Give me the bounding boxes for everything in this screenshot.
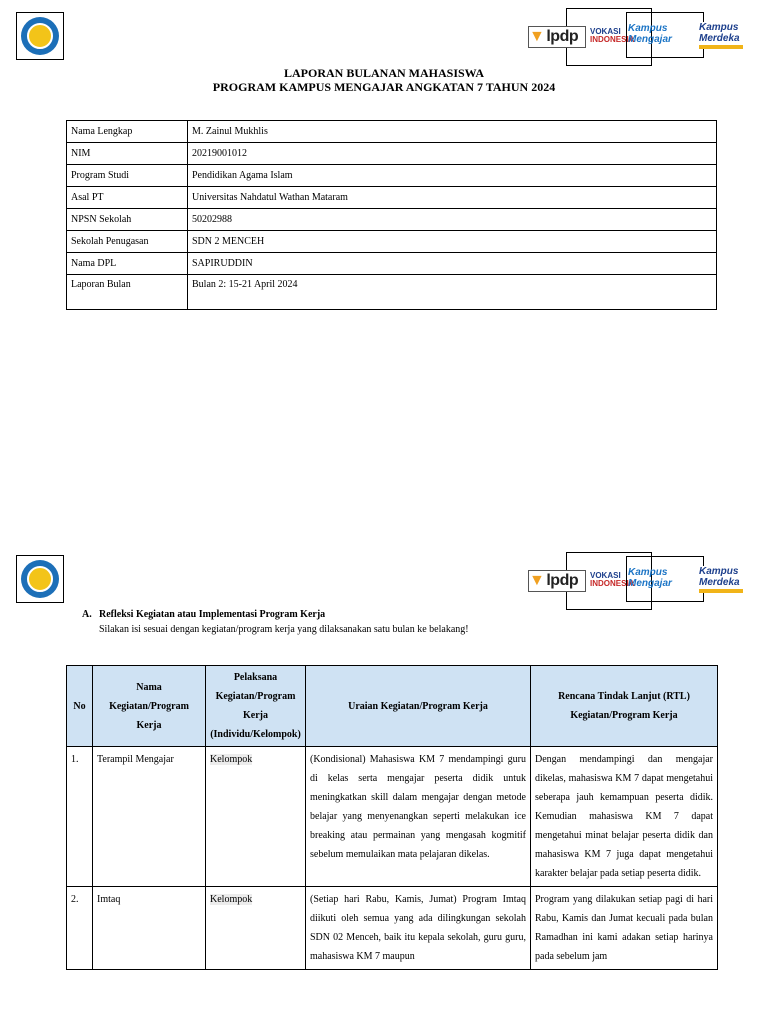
identity-value: 20219001012 xyxy=(188,143,717,165)
identity-row xyxy=(67,275,717,310)
identity-label: Laporan Bulan xyxy=(67,275,188,310)
row-number: 2. xyxy=(67,887,93,970)
activity-follow-up: Dengan mendampingi dan mengajar dikelas, mahasiswa KM 7 dapat mengetahui seberapa jauh kemampuan peserta didik. Kemudian mahasiswa KM 7 dapat mengetahui minat belajar peserta didik dan mahasiswa KM 7 juga dapat mengetahui karakter belajar pada setiap peserta didik. xyxy=(531,747,718,887)
identity-row xyxy=(67,231,717,253)
col-header-rtl: Rencana Tindak Lanjut (RTL) Kegiatan/Program Kerja xyxy=(531,666,718,747)
activity-description: (Setiap hari Rabu, Kamis, Jumat) Program Imtaq diikuti oleh semua yang ada dilingkungan sekolah SDN 02 Menceh, baik itu kepala sekolah, guru guru, mahasiswa KM 7 maupun xyxy=(306,887,531,970)
section-a-heading: A. Refleksi Kegiatan atau Implementasi Program Kerja xyxy=(82,609,326,620)
identity-row xyxy=(67,121,717,143)
identity-value: Pendidikan Agama Islam xyxy=(188,165,717,187)
identity-value: Bulan 2: 15-21 April 2024 xyxy=(188,275,717,310)
vokasi-logo: VOKASI INDONESIA xyxy=(590,27,635,44)
kampus-mengajar-logo: Kampus Mengajar xyxy=(628,23,672,45)
col-header-pelaksana: Pelaksana Kegiatan/Program Kerja (Individu/Kelompok) xyxy=(206,666,306,747)
section-a xyxy=(82,609,469,635)
lpdp-logo: ▼ lpdp xyxy=(528,570,586,592)
col-header-no: No xyxy=(67,666,93,747)
report-page-2 xyxy=(0,545,768,1024)
report-title-line-2: PROGRAM KAMPUS MENGAJAR ANGKATAN 7 TAHUN 2024 xyxy=(212,80,556,94)
section-a-instruction: Silakan isi sesuai dengan kegiatan/program kerja yang dilaksanakan satu bulan ke belakang! xyxy=(99,624,469,635)
identity-row xyxy=(67,143,717,165)
table-row xyxy=(67,887,718,970)
identity-value: Universitas Nahdatul Wathan Mataram xyxy=(188,187,717,209)
report-title-line-1: LAPORAN BULANAN MAHASISWA xyxy=(283,66,484,80)
partner-logos xyxy=(524,552,760,612)
identity-value: 50202988 xyxy=(188,209,717,231)
identity-row xyxy=(67,165,717,187)
report-title xyxy=(0,66,768,94)
identity-label: Program Studi xyxy=(67,165,188,187)
lpdp-logo: ▼ lpdp xyxy=(528,26,586,48)
ministry-emblem-logo xyxy=(16,12,64,60)
partner-logos xyxy=(524,8,760,68)
identity-row xyxy=(67,253,717,275)
student-identity-table xyxy=(66,120,717,310)
identity-label: Sekolah Penugasan xyxy=(67,231,188,253)
identity-label: Nama Lengkap xyxy=(67,121,188,143)
row-number: 1. xyxy=(67,747,93,887)
activity-follow-up: Program yang dilakukan setiap pagi di hari Rabu, Kamis dan Jumat kecuali pada bulan Ramadhan ini kami adakan setiap harinya pada sebelum jam xyxy=(531,887,718,970)
vokasi-logo: VOKASI INDONESIA xyxy=(590,571,635,588)
activity-table xyxy=(66,665,718,970)
activity-name: Imtaq xyxy=(93,887,206,970)
table-header-row xyxy=(67,666,718,747)
kampus-mengajar-logo: Kampus Mengajar xyxy=(628,567,672,589)
identity-value: SDN 2 MENCEH xyxy=(188,231,717,253)
activity-name: Terampil Mengajar xyxy=(93,747,206,887)
kampus-merdeka-logo: Kampus Merdeka xyxy=(698,22,744,49)
identity-row xyxy=(67,209,717,231)
identity-row xyxy=(67,187,717,209)
table-row xyxy=(67,747,718,887)
identity-value: M. Zainul Mukhlis xyxy=(188,121,717,143)
identity-label: NPSN Sekolah xyxy=(67,209,188,231)
identity-label: NIM xyxy=(67,143,188,165)
activity-executor: Kelompok xyxy=(206,887,306,970)
identity-value: SAPIRUDDIN xyxy=(188,253,717,275)
activity-executor: Kelompok xyxy=(206,747,306,887)
identity-label: Nama DPL xyxy=(67,253,188,275)
col-header-uraian: Uraian Kegiatan/Program Kerja xyxy=(306,666,531,747)
col-header-nama: Nama Kegiatan/Program Kerja xyxy=(93,666,206,747)
kampus-merdeka-logo: Kampus Merdeka xyxy=(698,566,744,593)
ministry-emblem-logo xyxy=(16,555,64,603)
activity-description: (Kondisional) Mahasiswa KM 7 mendampingi guru di kelas serta mengajar peserta didik untuk meningkatkan skill dalam mengajar dengan metode belajar yang menyenangkan seperti melakukan ice breaking atau permainan yang mengasah kogmitif sebelum memulaikan mata pelajaran dikelas. xyxy=(306,747,531,887)
identity-label: Asal PT xyxy=(67,187,188,209)
